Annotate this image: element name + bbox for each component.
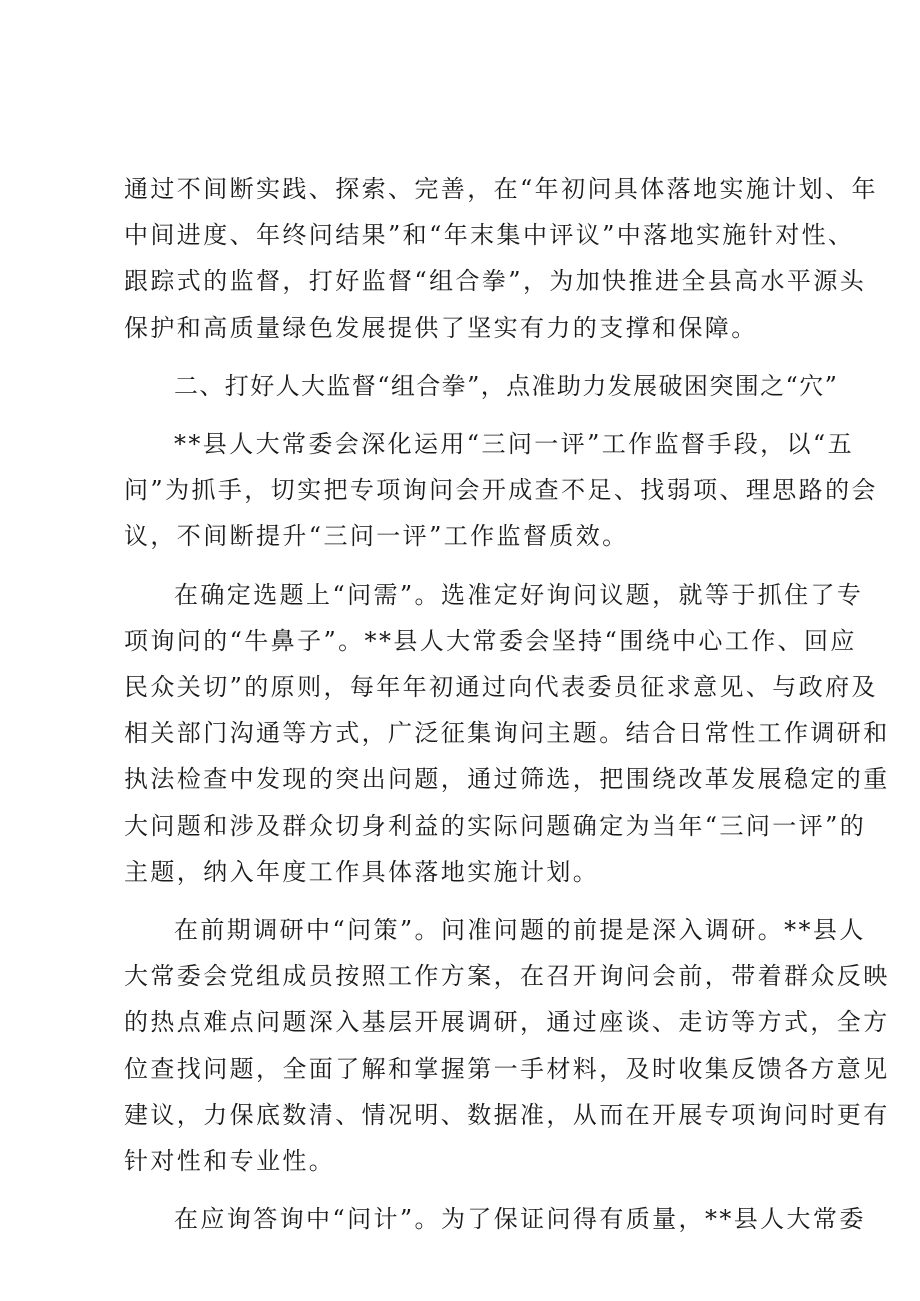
text-line: 大常委会党组成员按照工作方案，在召开询问会前，带着群众反映 (124, 962, 890, 991)
text-line: 针对性和专业性。 (124, 1147, 336, 1176)
text-line: 项询问的“牛鼻子”。**县人大常委会坚持“围绕中心工作、回应 (124, 626, 857, 655)
text-line: 大问题和涉及群众切身利益的实际问题确定为当年“三问一评”的 (124, 811, 867, 840)
text-line: 保护和高质量绿色发展提供了坚实有力的支撑和保障。 (124, 313, 758, 342)
text-line: 中间进度、年终问结果”和“年末集中评议”中落地实施针对性、 (124, 221, 855, 250)
text-line: 在应询答询中“问计”。为了保证问得有质量，**县人大常委 (174, 1205, 866, 1234)
text-line: 在前期调研中“问策”。问准问题的前提是深入调研。**县人 (174, 916, 866, 945)
text-line: 执法检查中发现的突出问题，通过筛选，把围绕改革发展稳定的重 (124, 765, 890, 794)
text-line: 主题，纳入年度工作具体落地实施计划。 (124, 857, 600, 886)
text-line: **县人大常委会深化运用“三问一评”工作监督手段，以“五 (174, 430, 855, 459)
text-line: 的热点难点问题深入基层开展调研，通过座谈、走访等方式，全方 (124, 1008, 890, 1037)
text-line: 通过不间断实践、探索、完善，在“年初问具体落地实施计划、年 (124, 175, 878, 203)
paragraph-6 (124, 1196, 866, 1242)
text-line: 相关部门沟通等方式，广泛征集询问主题。结合日常性工作调研和 (124, 719, 890, 748)
text-line: 问”为抓手，切实把专项询问会开成查不足、找弱项、理思路的会 (124, 476, 878, 505)
paragraph-5 (124, 907, 890, 1184)
paragraph-3 (124, 421, 878, 560)
text-line: 位查找问题，全面了解和掌握第一手材料，及时收集反馈各方意见 (124, 1054, 890, 1083)
text-line: 民众关切”的原则，每年年初通过向代表委员征求意见、与政府及 (124, 673, 878, 702)
document-body (124, 166, 890, 1254)
text-line: 建议，力保底数清、情况明、数据准，从而在开展专项询问时更有 (124, 1100, 890, 1129)
text-line: 议，不间断提升“三问一评”工作监督质效。 (124, 522, 629, 551)
paragraph-4 (124, 572, 890, 895)
section-heading (124, 363, 839, 409)
heading-line: 二、打好人大监督“组合拳”，点准助力发展破困突围之“穴” (174, 371, 839, 400)
text-line: 在确定选题上“问需”。选准定好询问议题，就等于抓住了专 (174, 580, 864, 609)
text-line: 跟踪式的监督，打好监督“组合拳”，为加快推进全县高水平源头 (124, 267, 867, 296)
paragraph-1 (124, 166, 878, 351)
